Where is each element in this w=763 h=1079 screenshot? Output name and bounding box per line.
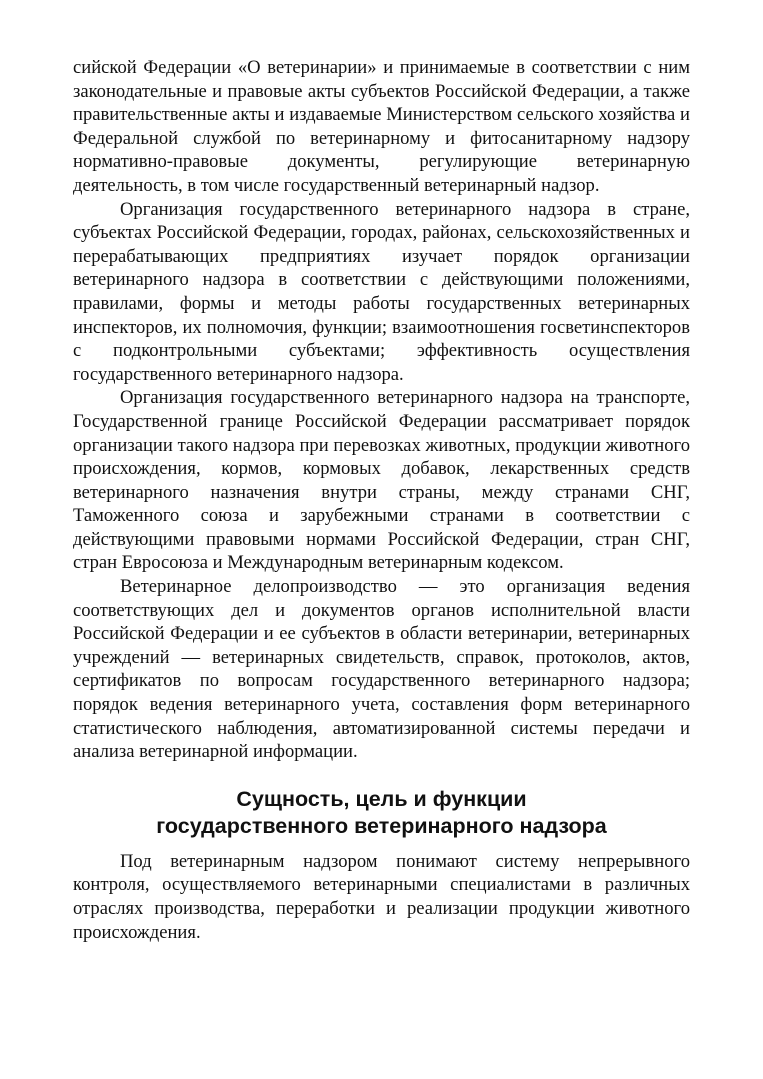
section-heading-line-2: государственного ветеринарного надзора [156, 813, 607, 838]
document-page [73, 56, 690, 944]
paragraph-veterinary-records: Ветеринарное делопроизводство — это организация ведения соответствующих дел и документов органов исполнительной власти Российской Федерации и ее субъектов в области ветеринарии, ветеринарных учреждений — ветеринарных свидетельств, справок, протоколов, актов, сертификатов по вопросам государственного ветеринарного надзора; порядок ведения ветеринарного учета, составления форм ветеринарного статистического наблюдения, автоматизированной системы передачи и анализа ветеринарной информации. [73, 576, 690, 763]
section-heading [73, 786, 690, 840]
paragraph-organization-country: Организация государственного ветеринарного надзора в стране, субъектах Российской Федерации, городах, районах, сельскохозяйственных и перерабатывающих предприятиях изучает порядок организации ветеринарного надзора в соответствии с действующими положениями, правилами, формы и методы работы государственных ветеринарных инспекторов, их полномочия, функции; взаимоотношения госветинспекторов с подконтрольными субъектами; эффективность осуществления государственного ветеринарного надзора. [73, 198, 690, 385]
paragraph-definition: Под ветеринарным надзором понимают систему непрерывного контроля, осуществляемого ветеринарными специалистами в различных отраслях производства, переработки и реализации продукции животного происхождения. [73, 850, 690, 943]
paragraph-organization-transport: Организация государственного ветеринарного надзора на транспорте, Государственной границе Российской Федерации рассматривает порядок организации такого надзора при перевозках животных, продукции животного происхождения, кормов, кормовых добавок, лекарственных средств ветеринарного назначения внутри страны, между странами СНГ, Таможенного союза и зарубежными странами в соответствии с действующими правовыми нормами Российской Федерации, стран СНГ, стран Евросоюза и Международным ветеринарным кодексом. [73, 387, 690, 574]
paragraph-continued: сийской Федерации «О ветеринарии» и принимаемые в соответствии с ним законодательные и правовые акты субъектов Российской Федерации, а также правительственные акты и издаваемые Министерством сельского хозяйства и Федеральной службой по ветеринарному и фитосанитарному надзору нормативно-правовые документы, регулирующие ветеринарную деятельность, в том числе государственный ветеринарный надзор. [73, 57, 690, 196]
section-heading-line-1: Сущность, цель и функции [236, 786, 527, 811]
